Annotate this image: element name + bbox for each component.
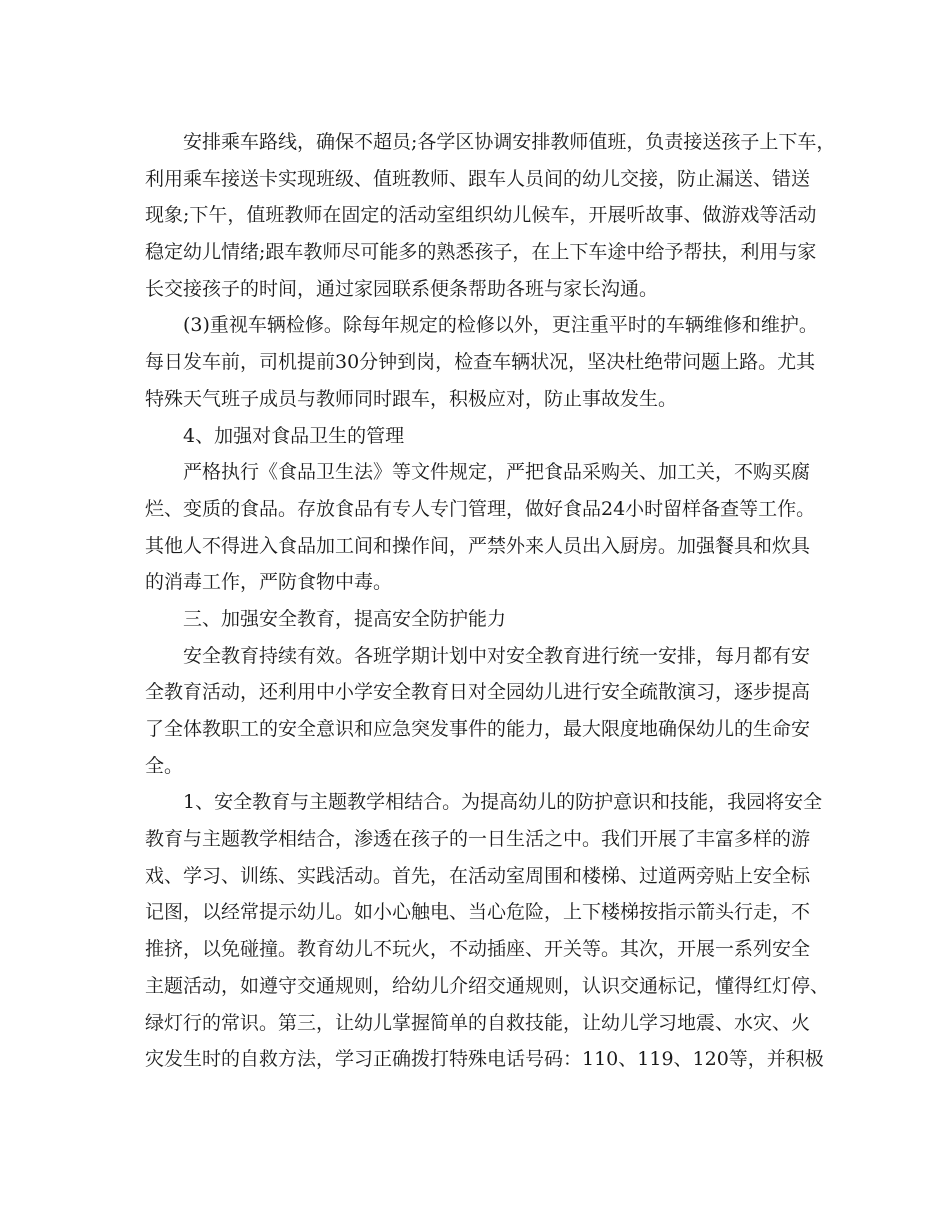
text-line: 特殊天气班子成员与教师同时跟车，积极应对，防止事故发生。: [145, 387, 678, 410]
text-line: 绿灯行的常识。第三，让幼儿掌握简单的自救技能，让幼儿学习地震、水灾、火: [145, 1011, 811, 1034]
text-line: 推挤，以免碰撞。教育幼儿不玩火，不动插座、开关等。其次，开展一系列安全: [145, 938, 811, 961]
text-line: 每日发车前，司机提前30分钟到岗，检查车辆状况，坚决杜绝带问题上路。尤其: [145, 351, 816, 374]
text-line: 全。: [145, 754, 184, 777]
text-line: 1、安全教育与主题教学相结合。为提高幼儿的防护意识和技能，我园将安全: [183, 791, 823, 814]
text-line: 利用乘车接送卡实现班级、值班教师、跟车人员间的幼儿交接，防止漏送、错送: [145, 167, 811, 190]
text-line: 了全体教职工的安全意识和应急突发事件的能力，最大限度地确保幼儿的生命安: [145, 718, 811, 740]
text-line: 戏、学习、训练、实践活动。首先，在活动室周围和楼梯、过道两旁贴上安全标: [145, 864, 811, 887]
text-line: 稳定幼儿情绪;跟车教师尽可能多的熟悉孩子，在上下车途中给予帮扶，利用与家: [145, 241, 817, 264]
text-line: 记图，以经常提示幼儿。如小心触电、当心危险，上下楼梯按指示箭头行走，不: [145, 901, 811, 924]
text-line: 安排乘车路线，确保不超员;各学区协调安排教师值班，负责接送孩子上下车，: [183, 131, 836, 153]
document-body: [145, 124, 836, 1078]
text-line: 安全教育持续有效。各班学期计划中对安全教育进行统一安排，每月都有安: [183, 644, 811, 667]
text-line: 主题活动，如遵守交通规则，给幼儿介绍交通规则，认识交通标记，懂得红灯停、: [145, 974, 830, 997]
text-line: 灾发生时的自救方法，学习正确拨打特殊电话号码：110、119、120等，并积极: [145, 1048, 824, 1071]
text-line: 严格执行《食品卫生法》等文件规定，严把食品采购关、加工关，不购买腐: [183, 461, 811, 484]
text-line: 长交接孩子的时间，通过家园联系便条帮助各班与家长沟通。: [145, 277, 659, 300]
text-line: 三、加强安全教育，提高安全防护能力: [183, 607, 507, 630]
text-line: 的消毒工作，严防食物中毒。: [145, 571, 393, 594]
text-line: 其他人不得进入食品加工间和操作间，严禁外来人员出入厨房。加强餐具和炊具: [145, 534, 811, 557]
text-line: (3)重视车辆检修。除每年规定的检修以外，更注重平时的车辆维修和维护。: [183, 314, 818, 337]
text-line: 4、加强对食品卫生的管理: [183, 424, 405, 447]
text-line: 教育与主题教学相结合，渗透在孩子的一日生活之中。我们开展了丰富多样的游: [145, 828, 811, 851]
text-line: 现象;下午，值班教师在固定的活动室组织幼儿候车，开展听故事、做游戏等活动: [145, 204, 817, 227]
text-line: 烂、变质的食品。存放食品有专人专门管理，做好食品24小时留样备查等工作。: [145, 497, 816, 520]
text-line: 全教育活动，还利用中小学安全教育日对全园幼儿进行安全疏散演习，逐步提高: [145, 681, 811, 704]
